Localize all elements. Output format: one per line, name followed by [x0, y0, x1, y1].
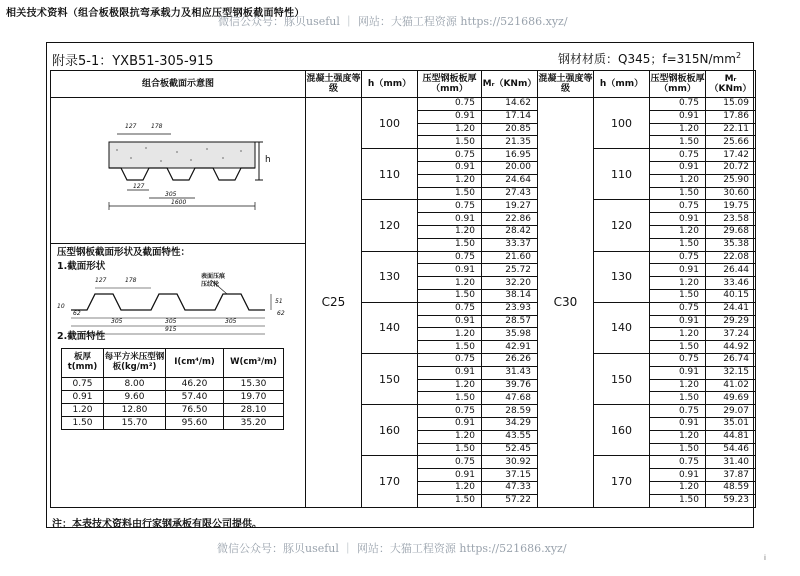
t-cell: 1.50 — [418, 187, 482, 200]
t-cell: 0.91 — [418, 110, 482, 123]
m-cell: 35.38 — [706, 238, 756, 251]
props-cell: 35.20 — [224, 417, 284, 430]
h-cell: 100 — [362, 98, 418, 149]
grade-c25: C25 — [306, 98, 362, 508]
watermark-bottom: 微信公众号：豚贝useful ｜ 网站：大猫工程资源 https://521686.xyz/ — [217, 542, 567, 555]
watermark-top: 微信公众号：豚贝useful ｜ 网站：大猫工程资源 https://521686.xyz/ — [218, 15, 568, 28]
t-cell: 0.75 — [418, 456, 482, 469]
props-cell: 0.91 — [62, 391, 104, 404]
t-cell: 1.50 — [650, 238, 706, 251]
t-cell: 1.50 — [418, 443, 482, 456]
t-cell: 1.20 — [650, 277, 706, 290]
m-cell: 47.68 — [482, 392, 538, 405]
m-cell: 28.59 — [482, 405, 538, 418]
dim-178: 178 — [151, 123, 163, 130]
t-cell: 0.91 — [418, 469, 482, 482]
props-row — [62, 417, 284, 430]
props-header-t: 板厚t(mm) — [62, 349, 104, 378]
t-cell: 0.75 — [650, 302, 706, 315]
t-cell: 1.20 — [650, 430, 706, 443]
props-header-i: I(cm⁴/m) — [166, 349, 224, 378]
t-cell: 0.75 — [650, 200, 706, 213]
m-cell: 37.15 — [482, 469, 538, 482]
m-cell: 14.62 — [482, 98, 538, 111]
t-cell: 1.50 — [650, 289, 706, 302]
shape-dim-127: 127 — [95, 277, 107, 284]
props-cell: 0.75 — [62, 378, 104, 391]
t-cell: 0.91 — [650, 469, 706, 482]
m-cell: 20.85 — [482, 123, 538, 136]
concrete-slab — [109, 142, 255, 168]
m-cell: 33.46 — [706, 277, 756, 290]
t-cell: 0.91 — [650, 315, 706, 328]
m-cell: 48.59 — [706, 481, 756, 494]
col-header-t-2: 压型钢板板厚（mm） — [650, 71, 706, 98]
m-cell: 34.29 — [482, 417, 538, 430]
m-cell: 22.08 — [706, 251, 756, 264]
table-row — [51, 98, 756, 111]
shape-label-emboss-2: 压纹轮 — [201, 281, 220, 288]
m-cell: 35.98 — [482, 328, 538, 341]
t-cell: 1.50 — [650, 136, 706, 149]
props-cell: 95.60 — [166, 417, 224, 430]
m-cell: 25.72 — [482, 264, 538, 277]
props-cell: 8.00 — [104, 378, 166, 391]
t-cell: 0.91 — [650, 264, 706, 277]
m-cell: 24.64 — [482, 174, 538, 187]
t-cell: 0.91 — [418, 264, 482, 277]
h-cell: 110 — [594, 149, 650, 200]
shape-subheading: 1.截面形状 — [57, 261, 106, 272]
m-cell: 32.15 — [706, 366, 756, 379]
h-cell: 150 — [362, 353, 418, 404]
t-cell: 0.91 — [418, 315, 482, 328]
m-cell: 38.14 — [482, 289, 538, 302]
t-cell: 1.20 — [418, 277, 482, 290]
m-cell: 20.00 — [482, 161, 538, 174]
t-cell: 0.75 — [650, 456, 706, 469]
deck-shape-diagram — [51, 274, 305, 354]
m-cell: 37.87 — [706, 469, 756, 482]
t-cell: 0.75 — [418, 98, 482, 111]
props-header-weight: 每平方米压型钢板(kg/m²) — [104, 349, 166, 378]
props-row — [62, 391, 284, 404]
props-cell: 12.80 — [104, 404, 166, 417]
t-cell: 1.20 — [418, 225, 482, 238]
m-cell: 17.42 — [706, 149, 756, 162]
m-cell: 29.29 — [706, 315, 756, 328]
props-row — [62, 378, 284, 391]
t-cell: 0.91 — [650, 161, 706, 174]
section-diagram — [51, 98, 305, 243]
t-cell: 0.75 — [650, 405, 706, 418]
m-cell: 28.42 — [482, 225, 538, 238]
props-cell: 57.40 — [166, 391, 224, 404]
t-cell: 1.20 — [650, 379, 706, 392]
props-cell: 19.70 — [224, 391, 284, 404]
h-cell: 140 — [594, 302, 650, 353]
shape-dim-305-c: 305 — [225, 318, 237, 325]
props-cell: 1.20 — [62, 404, 104, 417]
dim-1600: 1600 — [171, 199, 187, 206]
props-cell: 28.10 — [224, 404, 284, 417]
m-cell: 39.76 — [482, 379, 538, 392]
t-cell: 0.75 — [650, 251, 706, 264]
t-cell: 1.50 — [418, 392, 482, 405]
m-cell: 29.07 — [706, 405, 756, 418]
t-cell: 0.91 — [650, 110, 706, 123]
t-cell: 1.50 — [650, 187, 706, 200]
diagram-cell — [51, 98, 306, 508]
h-cell: 100 — [594, 98, 650, 149]
m-cell: 33.37 — [482, 238, 538, 251]
m-cell: 30.60 — [706, 187, 756, 200]
dim-127-bottom: 127 — [133, 183, 145, 190]
t-cell: 0.75 — [650, 98, 706, 111]
h-cell: 160 — [594, 405, 650, 456]
h-cell: 130 — [362, 251, 418, 302]
t-cell: 0.91 — [418, 417, 482, 430]
col-header-h: h（mm） — [362, 71, 418, 98]
m-cell: 21.35 — [482, 136, 538, 149]
m-cell: 17.14 — [482, 110, 538, 123]
deck-profile — [109, 168, 255, 180]
dim-305: 305 — [165, 191, 177, 198]
col-header-m: Mᵣ（KNm） — [482, 71, 538, 98]
t-cell: 1.20 — [418, 481, 482, 494]
m-cell: 17.86 — [706, 110, 756, 123]
props-cell: 76.50 — [166, 404, 224, 417]
t-cell: 0.75 — [418, 302, 482, 315]
section-properties-table — [61, 348, 284, 430]
shape-dim-305-b: 305 — [165, 318, 177, 325]
m-cell: 59.23 — [706, 494, 756, 507]
m-cell: 15.09 — [706, 98, 756, 111]
h-cell: 120 — [594, 200, 650, 251]
t-cell: 0.91 — [650, 417, 706, 430]
m-cell: 52.45 — [482, 443, 538, 456]
t-cell: 1.50 — [418, 238, 482, 251]
m-cell: 44.81 — [706, 430, 756, 443]
m-cell: 23.58 — [706, 213, 756, 226]
shape-dim-305-a: 305 — [111, 318, 123, 325]
props-row — [62, 404, 284, 417]
props-cell: 9.60 — [104, 391, 166, 404]
m-cell: 40.15 — [706, 289, 756, 302]
m-cell: 22.11 — [706, 123, 756, 136]
t-cell: 1.20 — [418, 430, 482, 443]
t-cell: 0.75 — [418, 405, 482, 418]
shape-dim-62-b: 62 — [277, 310, 285, 317]
m-cell: 37.24 — [706, 328, 756, 341]
t-cell: 1.50 — [418, 341, 482, 354]
m-cell: 57.22 — [482, 494, 538, 507]
h-cell: 170 — [362, 456, 418, 507]
m-cell: 30.92 — [482, 456, 538, 469]
t-cell: 0.75 — [418, 200, 482, 213]
m-cell: 25.66 — [706, 136, 756, 149]
h-cell: 170 — [594, 456, 650, 507]
figure-title: 附录5-1：YXB51-305-915 — [52, 54, 214, 69]
footnote: 注：本表技术资料由行家钢承板有限公司提供。 — [52, 519, 262, 530]
h-cell: 130 — [594, 251, 650, 302]
col-header-concrete: 混凝土强度等级 — [306, 71, 362, 98]
col-header-section: 组合板截面示意图 — [51, 71, 306, 98]
m-cell: 16.95 — [482, 149, 538, 162]
t-cell: 1.20 — [418, 379, 482, 392]
h-cell: 120 — [362, 200, 418, 251]
m-cell: 29.68 — [706, 225, 756, 238]
t-cell: 1.50 — [650, 494, 706, 507]
props-cell: 46.20 — [166, 378, 224, 391]
shape-dim-915: 915 — [165, 326, 177, 333]
capacity-table — [50, 70, 756, 508]
table-header-row — [51, 71, 756, 98]
t-cell: 0.75 — [650, 353, 706, 366]
m-cell: 19.75 — [706, 200, 756, 213]
col-header-h-2: h（mm） — [594, 71, 650, 98]
m-cell: 44.92 — [706, 341, 756, 354]
m-cell: 25.90 — [706, 174, 756, 187]
t-cell: 0.75 — [418, 353, 482, 366]
m-cell: 31.40 — [706, 456, 756, 469]
props-cell: 1.50 — [62, 417, 104, 430]
shape-dim-51: 51 — [275, 298, 283, 305]
m-cell: 47.33 — [482, 481, 538, 494]
col-header-m-2: Mᵣ（KNm） — [706, 71, 756, 98]
t-cell: 1.20 — [418, 123, 482, 136]
m-cell: 24.41 — [706, 302, 756, 315]
h-cell: 160 — [362, 405, 418, 456]
col-header-concrete-2: 混凝土强度等级 — [538, 71, 594, 98]
t-cell: 1.50 — [650, 392, 706, 405]
m-cell: 41.02 — [706, 379, 756, 392]
m-cell: 20.72 — [706, 161, 756, 174]
section-divider — [51, 243, 305, 244]
props-cell: 15.70 — [104, 417, 166, 430]
steel-spec: 钢材材质：Q345；$f=315N/mm^2$ — [558, 51, 742, 66]
t-cell: 0.75 — [650, 149, 706, 162]
t-cell: 0.91 — [650, 366, 706, 379]
props-header-w: W(cm³/m) — [224, 349, 284, 378]
m-cell: 26.74 — [706, 353, 756, 366]
t-cell: 1.20 — [650, 225, 706, 238]
m-cell: 31.43 — [482, 366, 538, 379]
shape-heading: 压型钢板截面形状及截面特性： — [57, 247, 191, 258]
m-cell: 26.26 — [482, 353, 538, 366]
m-cell: 28.57 — [482, 315, 538, 328]
shape-label-emboss: 表面压痕 — [201, 273, 226, 280]
m-cell: 32.20 — [482, 277, 538, 290]
t-cell: 1.50 — [650, 443, 706, 456]
shape-dim-178: 178 — [125, 277, 137, 284]
t-cell: 1.20 — [650, 328, 706, 341]
t-cell: 0.75 — [418, 149, 482, 162]
t-cell: 0.91 — [650, 213, 706, 226]
t-cell: 1.50 — [418, 494, 482, 507]
h-cell: 150 — [594, 353, 650, 404]
t-cell: 1.50 — [418, 136, 482, 149]
m-cell: 35.01 — [706, 417, 756, 430]
t-cell: 0.91 — [418, 366, 482, 379]
m-cell: 23.93 — [482, 302, 538, 315]
t-cell: 1.20 — [418, 174, 482, 187]
t-cell: 0.75 — [418, 251, 482, 264]
page-mark: i — [764, 554, 766, 562]
m-cell: 21.60 — [482, 251, 538, 264]
m-cell: 43.55 — [482, 430, 538, 443]
t-cell: 1.20 — [418, 328, 482, 341]
h-cell: 110 — [362, 149, 418, 200]
shape-dim-62: 62 — [73, 310, 81, 317]
m-cell: 49.69 — [706, 392, 756, 405]
h-cell: 140 — [362, 302, 418, 353]
t-cell: 1.20 — [650, 123, 706, 136]
m-cell: 54.46 — [706, 443, 756, 456]
m-cell: 26.44 — [706, 264, 756, 277]
t-cell: 1.20 — [650, 481, 706, 494]
m-cell: 22.86 — [482, 213, 538, 226]
page-header: 相关技术资料（组合板极限抗弯承载力及相应压型钢板截面特性） — [6, 8, 305, 19]
t-cell: 0.91 — [418, 161, 482, 174]
props-cell: 15.30 — [224, 378, 284, 391]
m-cell: 19.27 — [482, 200, 538, 213]
t-cell: 1.50 — [650, 341, 706, 354]
shape-dim-10: 10 — [57, 303, 65, 310]
t-cell: 1.50 — [418, 289, 482, 302]
col-header-t: 压型钢板板厚（mm） — [418, 71, 482, 98]
t-cell: 1.20 — [650, 174, 706, 187]
t-cell: 0.91 — [418, 213, 482, 226]
dim-h: h — [265, 155, 271, 165]
grade-c30: C30 — [538, 98, 594, 508]
m-cell: 42.91 — [482, 341, 538, 354]
dim-127: 127 — [125, 123, 137, 130]
m-cell: 27.43 — [482, 187, 538, 200]
props-subheading: 2.截面特性 — [57, 331, 106, 342]
